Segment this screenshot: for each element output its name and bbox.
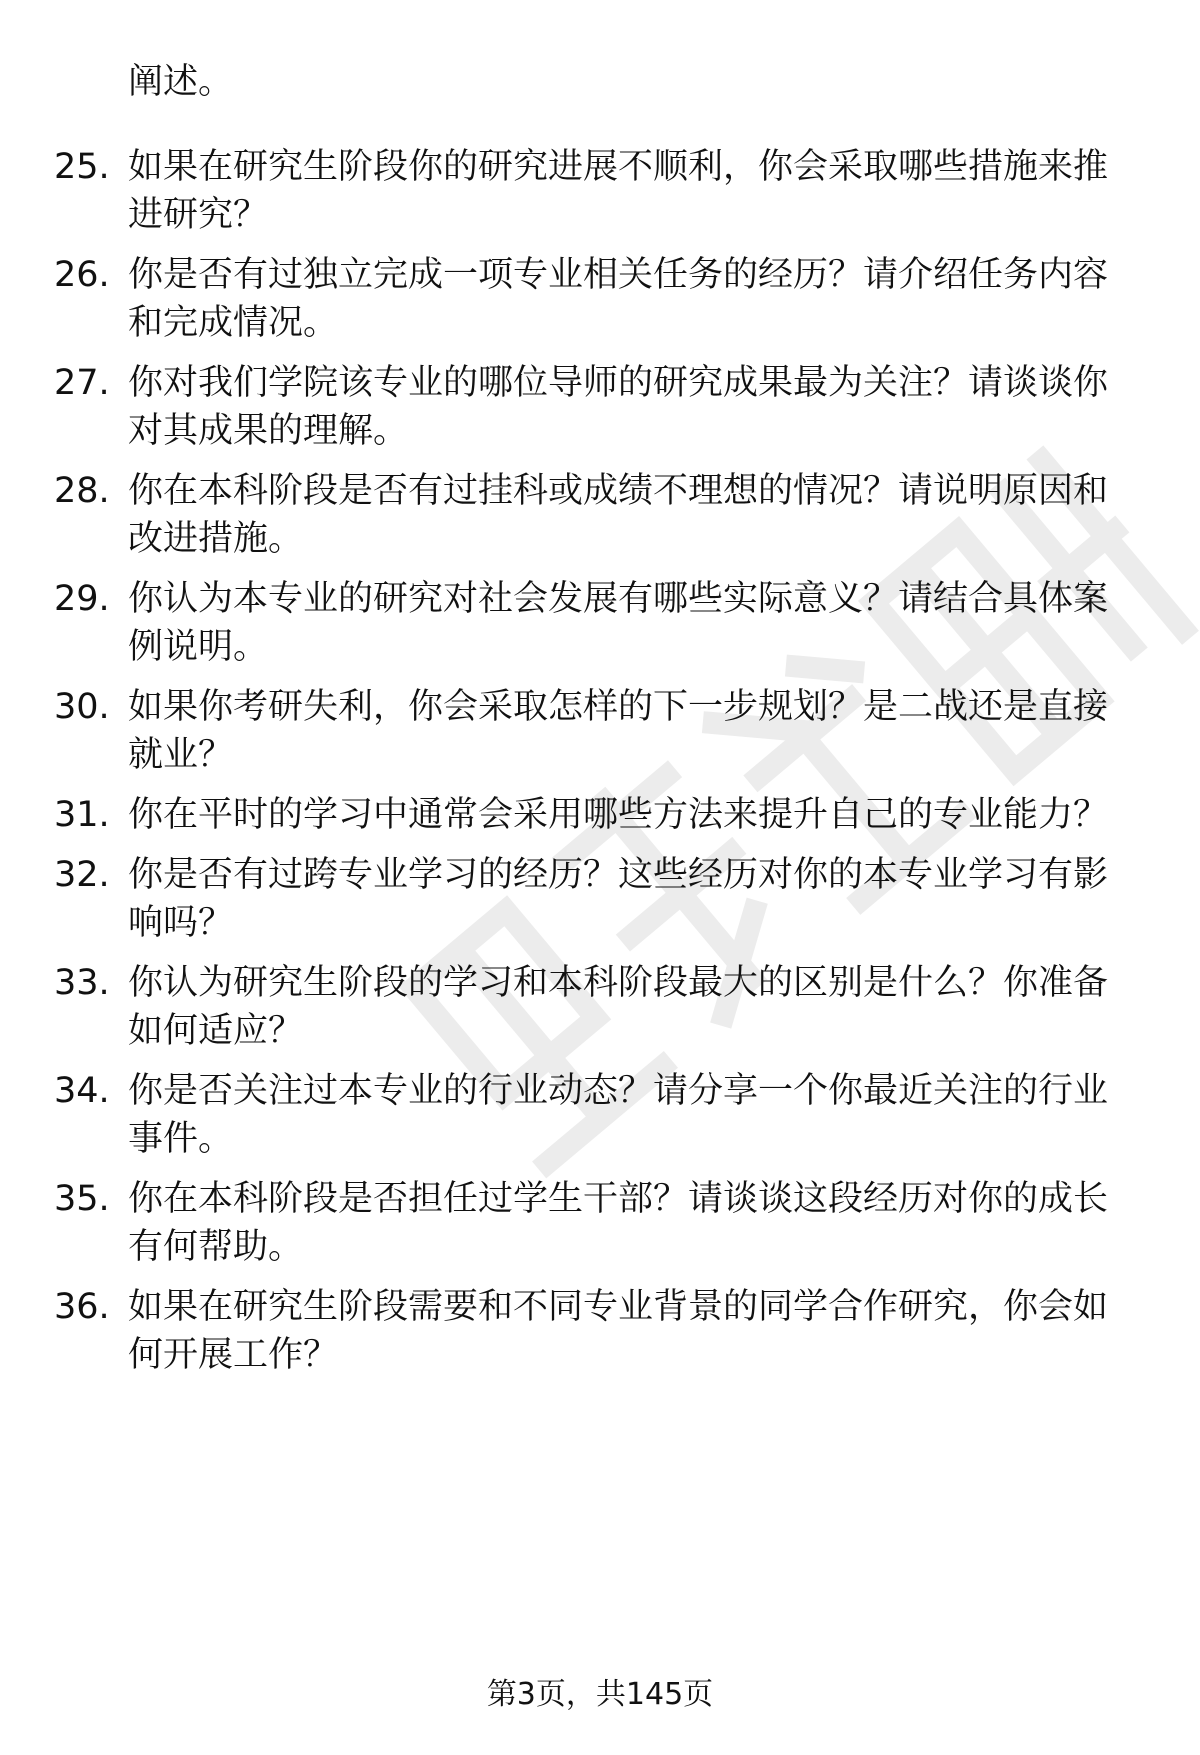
question-number: 25. xyxy=(54,147,110,187)
question-number: 30. xyxy=(54,687,110,727)
question-number: 26. xyxy=(54,255,110,295)
question-number: 31. xyxy=(54,795,110,835)
question-text: 你对我们学院该专业的哪位导师的研究成果最为关注？请谈谈你对其成果的理解。 xyxy=(128,363,1109,451)
question-text: 你是否有过跨专业学习的经历？这些经历对你的本专业学习有影响吗？ xyxy=(128,855,1109,943)
question-text: 你认为研究生阶段的学习和本科阶段最大的区别是什么？你准备如何适应？ xyxy=(128,963,1109,1051)
page-footer: 第3页，共145页 xyxy=(486,1677,714,1712)
question-text: 如果在研究生阶段你的研究进展不顺利，你会采取哪些措施来推进研究？ xyxy=(128,147,1109,235)
question-text: 你是否关注过本专业的行业动态？请分享一个你最近关注的行业事件。 xyxy=(128,1071,1109,1159)
question-text: 如果在研究生阶段需要和不同专业背景的同学合作研究，你会如何开展工作？ xyxy=(128,1287,1109,1375)
question-text: 你在本科阶段是否有过挂科或成绩不理想的情况？请说明原因和改进措施。 xyxy=(128,471,1109,559)
question-number: 27. xyxy=(54,363,110,403)
question-number: 32. xyxy=(54,855,110,895)
question-number: 28. xyxy=(54,471,110,511)
question-number: 34. xyxy=(54,1071,110,1111)
question-number: 35. xyxy=(54,1179,110,1219)
question-text: 如果你考研失利，你会采取怎样的下一步规划？是二战还是直接就业？ xyxy=(128,687,1109,775)
continued-paragraph-text: 阐述。 xyxy=(128,62,234,102)
question-number: 33. xyxy=(54,963,110,1003)
question-text: 你在本科阶段是否担任过学生干部？请谈谈这段经历对你的成长有何帮助。 xyxy=(128,1179,1109,1267)
question-text: 你是否有过独立完成一项专业相关任务的经历？请介绍任务内容和完成情况。 xyxy=(128,255,1109,343)
question-text: 你认为本专业的研究对社会发展有哪些实际意义？请结合具体案例说明。 xyxy=(128,579,1109,667)
question-text: 你在平时的学习中通常会采用哪些方法来提升自己的专业能力？ xyxy=(128,795,1109,835)
question-number: 36. xyxy=(54,1287,110,1327)
question-number: 29. xyxy=(54,579,110,619)
